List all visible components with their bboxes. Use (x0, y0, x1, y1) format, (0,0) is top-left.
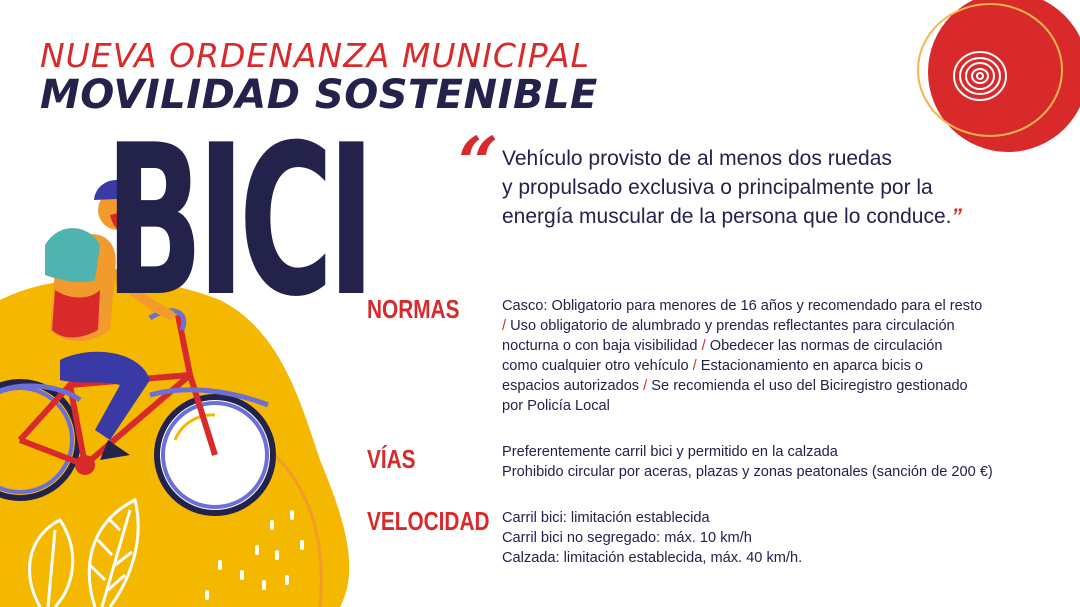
quote-line: y propulsado exclusiva o principalmente por la (502, 176, 933, 199)
open-quote-icon: “ (458, 121, 499, 204)
rule-text: como cualquier otro vehículo (502, 358, 689, 374)
close-quote-icon: ” (951, 205, 962, 228)
rule-line (502, 316, 982, 336)
rule-line: Carril bici: limitación establecida (502, 510, 710, 526)
red-circle-decoration (918, 0, 1080, 152)
section-body-velocidad (502, 508, 802, 568)
rule-text: Uso obligatorio de alumbrado y prendas reflectantes para circulación (510, 318, 955, 334)
quote-line-text: energía muscular de la persona que lo conduce. (502, 205, 952, 228)
separator: / (502, 318, 507, 334)
separator: / (692, 358, 697, 374)
rule-line: Calzada: limitación establecida, máx. 40 km/h. (502, 550, 803, 566)
page-title: MOVILIDAD SOSTENIBLE (40, 72, 598, 118)
rule-line (502, 376, 982, 396)
rule-line: Prohibido circular por aceras, plazas y zonas peatonales (sanción de 200 €) (502, 464, 993, 480)
section-label-normas: NORMAS (367, 294, 460, 324)
subtitle: NUEVA ORDENANZA MUNICIPAL (40, 36, 590, 75)
rule-text: espacios autorizados (502, 378, 640, 394)
rule-line: Carril bici no segregado: máx. 10 km/h (502, 530, 752, 546)
quote-line (502, 202, 1062, 231)
section-label-vias: VÍAS (367, 444, 416, 474)
rule-text: nocturna o con baja visibilidad (502, 338, 698, 354)
rule-text: Estacionamiento en aparca bicis o (700, 358, 924, 374)
rule-line: Casco: Obligatorio para menores de 16 años y recomendado para el resto (502, 298, 983, 314)
rule-line (502, 336, 982, 356)
quote-line: Vehículo provisto de al menos dos ruedas (502, 147, 892, 170)
section-label-velocidad: VELOCIDAD (367, 506, 490, 536)
rule-line: Preferentemente carril bici y permitido en la calzada (502, 444, 838, 460)
section-body-vias (502, 442, 993, 482)
rule-text: Obedecer las normas de circulación (709, 338, 943, 354)
rule-line: por Policía Local (502, 398, 610, 414)
definition-quote (502, 144, 1062, 231)
section-body-normas (502, 296, 982, 416)
separator: / (701, 338, 706, 354)
separator: / (643, 378, 648, 394)
rule-line (502, 356, 982, 376)
hero-word: BICI (105, 101, 370, 343)
rule-text: Se recomienda el uso del Biciregistro gestionado (651, 378, 968, 394)
